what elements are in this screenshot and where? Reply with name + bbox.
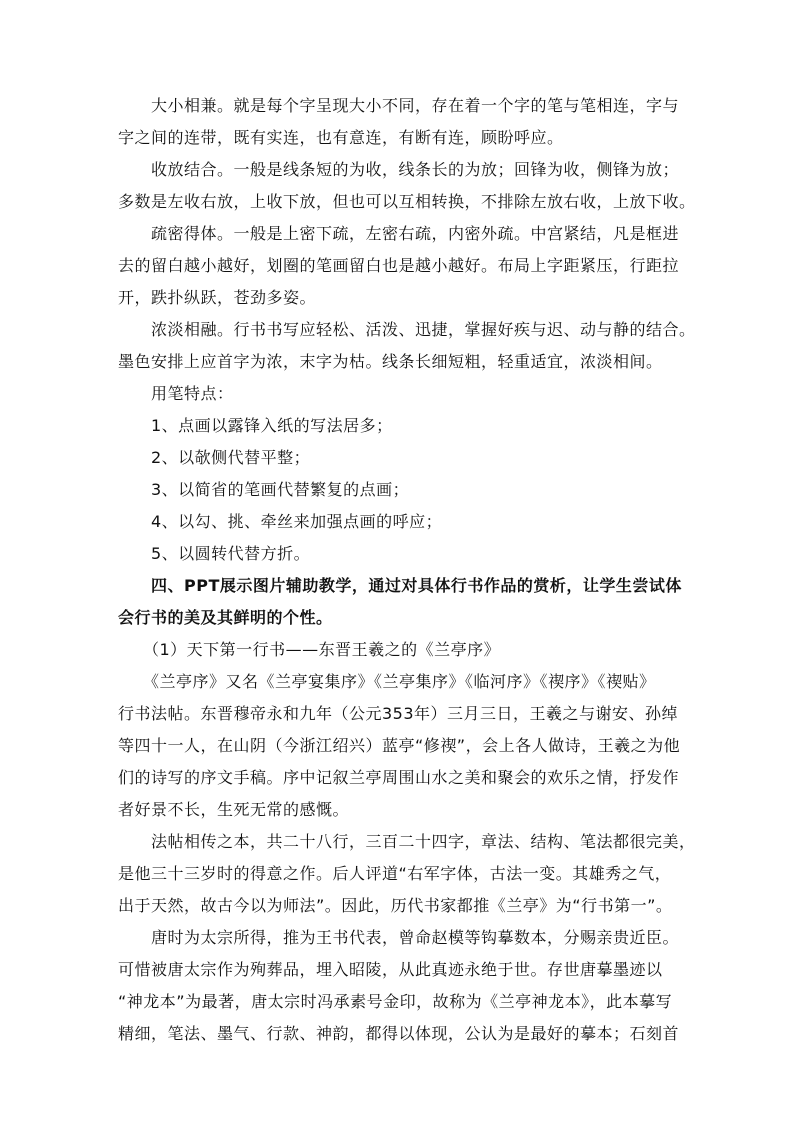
section-heading: 四、PPT展示图片辅助教学，通过对具体行书作品的赏析，让学生尝试体 (118, 576, 682, 595)
text-line: 等四十一人，在山阴（今浙江绍兴）蓝亭“修禊”，会上各人做诗，王羲之为他 (118, 736, 681, 755)
text-line: 收放结合。一般是线条短的为收，线条长的为放；回锋为收，侧锋为放； (118, 160, 680, 179)
text-line: 字之间的连带，既有实连，也有意连，有断有连，顾盼呼应。 (118, 128, 564, 147)
text-line: “神龙本”为最著，唐太宗时冯承素号金印，故称为《兰亭神龙本》，此本摹写 (118, 992, 673, 1011)
text-line: 行书法帖。东晋穆帝永和九年（公元353年）三月三日，王羲之与谢安、孙绰 (118, 704, 679, 723)
list-item: 3、以简省的笔画代替繁复的点画； (118, 480, 410, 499)
text-line: 多数是左收右放，上收下放，但也可以互相转换，不排除左放右收，上放下收。 (118, 192, 696, 211)
text-line: 大小相兼。就是每个字呈现大小不同，存在着一个字的笔与笔相连，字与 (118, 96, 680, 115)
text-line: 者好景不长，生死无常的感慨。 (118, 800, 350, 819)
subheading: （1）天下第一行书——东晋王羲之的《兰亭序》 (118, 640, 501, 659)
text-line: 法帖相传之本，共二十八行，三百二十四字，章法、结构、笔法都很完美， (118, 832, 696, 851)
text-line: 精细，笔法、墨气、行款、神韵，都得以体现，公认为是最好的摹本；石刻首 (118, 1024, 680, 1043)
list-item: 4、以勾、挑、牵丝来加强点画的呼应； (118, 512, 443, 531)
list-item: 2、以欹侧代替平整； (118, 448, 311, 467)
text-line: 疏密得体。一般是上密下疏，左密右疏，内密外疏。中宫紧结，凡是框进 (118, 224, 680, 243)
list-item: 5、以圆转代替方折。 (118, 544, 311, 563)
text-line: 墨色安排上应首字为浓，末字为枯。线条长细短粗，轻重适宜，浓淡相间。 (118, 352, 663, 371)
text-line: 《兰亭序》又名《兰亭宴集序》《兰亭集序》《临河序》《禊序》《禊贴》 (118, 672, 656, 691)
text-line: 出于天然，故古今以为师法”。因此，历代书家都推《兰亭》为“行书第一”。 (118, 896, 673, 915)
section-heading: 会行书的美及其鲜明的个性。 (118, 608, 333, 627)
list-item: 1、点画以露锋入纸的写法居多； (118, 416, 393, 435)
text-line: 去的留白越小越好，划圈的笔画留白也是越小越好。布局上字距紧压，行距拉 (118, 256, 680, 275)
text-line: 们的诗写的序文手稿。序中记叙兰亭周围山水之美和聚会的欢乐之情，抒发作 (118, 768, 680, 787)
text-line: 用笔特点： (118, 384, 234, 403)
text-line: 唐时为太宗所得，推为王书代表，曾命赵模等钩摹数本，分赐亲贵近臣。 (118, 928, 680, 947)
text-line: 浓淡相融。行书书写应轻松、活泼、迅捷，掌握好疾与迟、动与静的结合。 (118, 320, 696, 339)
text-line: 是他三十三岁时的得意之作。后人评道“右军字体，古法一变。其雄秀之气， (118, 864, 672, 883)
text-line: 可惜被唐太宗作为殉葬品，埋入昭陵，从此真迹永绝于世。存世唐摹墨迹以 (118, 960, 663, 979)
text-line: 开，跌扑纵跃，苍劲多姿。 (118, 288, 317, 307)
